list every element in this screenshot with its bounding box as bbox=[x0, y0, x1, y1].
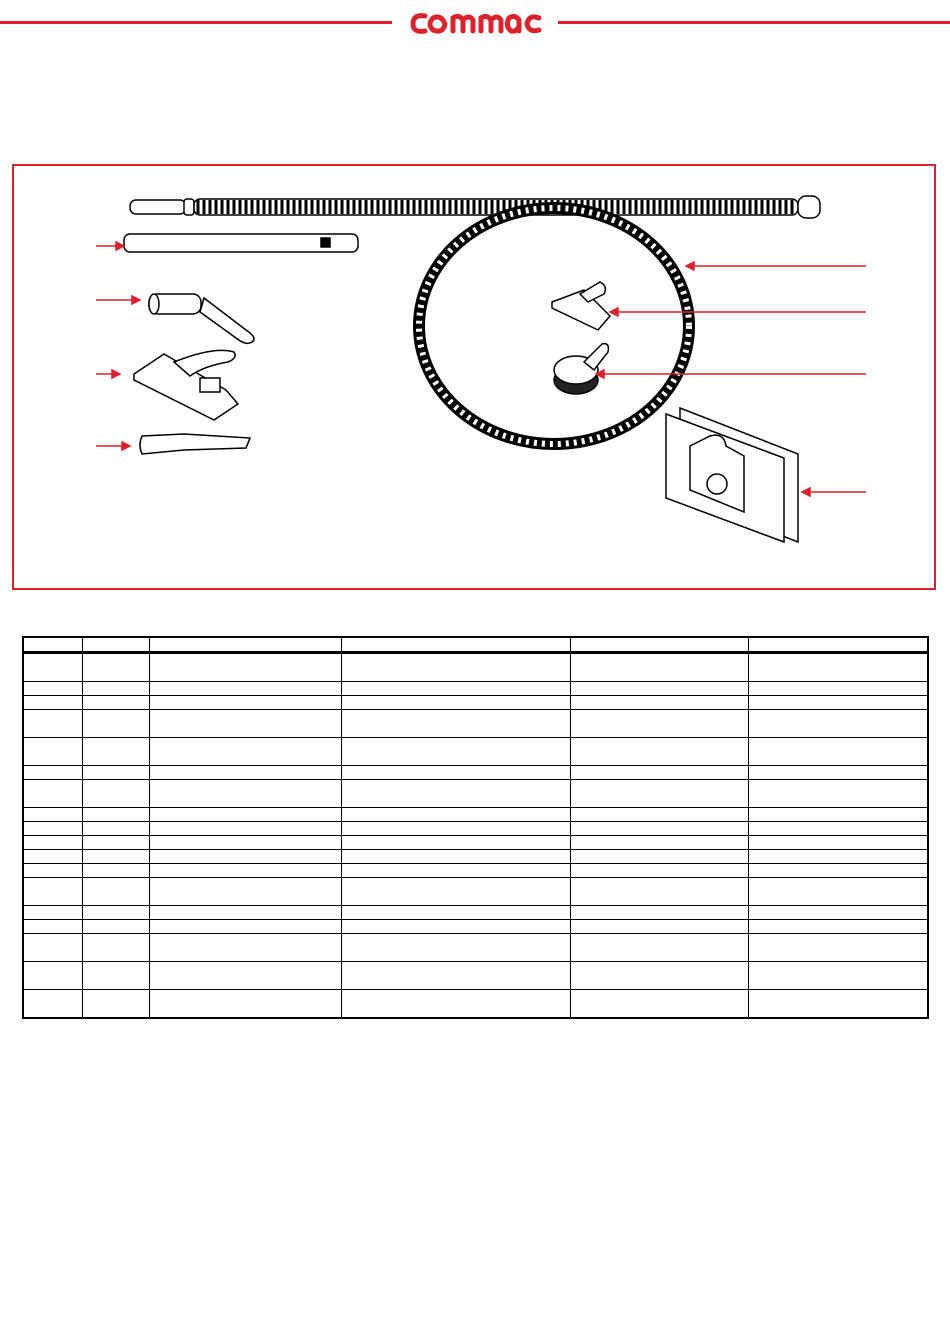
table-cell bbox=[23, 850, 82, 864]
curved-wand bbox=[149, 294, 254, 343]
table-cell bbox=[341, 906, 570, 920]
table-header-cell bbox=[149, 637, 341, 653]
table-cell bbox=[23, 682, 82, 696]
table-cell bbox=[23, 822, 82, 836]
table-cell bbox=[23, 878, 82, 906]
table-cell bbox=[570, 766, 748, 780]
table-cell bbox=[82, 808, 149, 822]
table-cell bbox=[149, 878, 341, 906]
crevice-tool bbox=[140, 434, 250, 454]
table-cell bbox=[82, 962, 149, 990]
table-cell bbox=[570, 653, 748, 682]
table-cell bbox=[82, 738, 149, 766]
table-cell bbox=[570, 920, 748, 934]
table-row bbox=[23, 962, 928, 990]
table-row bbox=[23, 710, 928, 738]
table-cell bbox=[748, 822, 928, 836]
table-cell bbox=[23, 710, 82, 738]
table-cell bbox=[149, 653, 341, 682]
table-row bbox=[23, 878, 928, 906]
table-cell bbox=[82, 878, 149, 906]
table-cell bbox=[149, 864, 341, 878]
table-header-cell bbox=[341, 637, 570, 653]
table-cell bbox=[341, 878, 570, 906]
table-cell bbox=[149, 738, 341, 766]
table-cell bbox=[23, 766, 82, 780]
table-cell bbox=[149, 934, 341, 962]
table-cell bbox=[23, 836, 82, 850]
table-cell bbox=[570, 990, 748, 1019]
table-cell bbox=[82, 836, 149, 850]
table-cell bbox=[341, 780, 570, 808]
table-cell bbox=[748, 696, 928, 710]
table-header-cell bbox=[82, 637, 149, 653]
table-row bbox=[23, 864, 928, 878]
table-cell bbox=[570, 822, 748, 836]
table-cell bbox=[341, 696, 570, 710]
table-header-row bbox=[23, 637, 928, 653]
table-cell bbox=[341, 962, 570, 990]
table-cell bbox=[149, 710, 341, 738]
table-cell bbox=[149, 682, 341, 696]
table-row bbox=[23, 822, 928, 836]
table-row bbox=[23, 653, 928, 682]
table-cell bbox=[23, 920, 82, 934]
table-cell bbox=[23, 906, 82, 920]
table-cell bbox=[748, 906, 928, 920]
table-cell bbox=[748, 780, 928, 808]
table-cell bbox=[82, 766, 149, 780]
table-cell bbox=[570, 738, 748, 766]
table-cell bbox=[149, 836, 341, 850]
table-cell bbox=[570, 836, 748, 850]
table-row bbox=[23, 836, 928, 850]
table-cell bbox=[570, 878, 748, 906]
table-cell bbox=[341, 864, 570, 878]
table-cell bbox=[23, 653, 82, 682]
header-line-left bbox=[0, 21, 392, 24]
table-cell bbox=[82, 864, 149, 878]
table-cell bbox=[149, 906, 341, 920]
table-cell bbox=[82, 682, 149, 696]
round-brush bbox=[554, 344, 608, 394]
header-line-right bbox=[558, 21, 950, 24]
table-cell bbox=[748, 836, 928, 850]
table-row bbox=[23, 934, 928, 962]
table-cell bbox=[748, 934, 928, 962]
table-cell bbox=[82, 920, 149, 934]
table-cell bbox=[341, 836, 570, 850]
table-cell bbox=[149, 696, 341, 710]
table-cell bbox=[570, 864, 748, 878]
parts-table bbox=[22, 636, 929, 1019]
table-cell bbox=[82, 653, 149, 682]
table-row bbox=[23, 696, 928, 710]
table-cell bbox=[748, 878, 928, 906]
table-cell bbox=[149, 850, 341, 864]
table-cell bbox=[82, 822, 149, 836]
table-cell bbox=[748, 962, 928, 990]
table-cell bbox=[341, 822, 570, 836]
table-cell bbox=[149, 962, 341, 990]
comac-logo bbox=[405, 4, 547, 42]
table-cell bbox=[341, 682, 570, 696]
table-cell bbox=[570, 682, 748, 696]
table-cell bbox=[748, 766, 928, 780]
table-cell bbox=[23, 934, 82, 962]
table-cell bbox=[82, 696, 149, 710]
table-cell bbox=[341, 710, 570, 738]
table-cell bbox=[149, 990, 341, 1019]
accessories-illustration bbox=[14, 166, 938, 592]
table-cell bbox=[149, 920, 341, 934]
table-cell bbox=[570, 780, 748, 808]
table-row bbox=[23, 780, 928, 808]
table-cell bbox=[748, 710, 928, 738]
table-header-cell bbox=[748, 637, 928, 653]
extension-tube bbox=[124, 234, 358, 252]
filter-bags bbox=[666, 408, 798, 542]
table-cell bbox=[748, 738, 928, 766]
table-cell bbox=[570, 710, 748, 738]
table-cell bbox=[341, 738, 570, 766]
table-cell bbox=[341, 934, 570, 962]
table-cell bbox=[748, 850, 928, 864]
table-header-cell bbox=[23, 637, 82, 653]
table-cell bbox=[149, 780, 341, 808]
accessories-figure bbox=[12, 164, 936, 590]
table-cell bbox=[82, 710, 149, 738]
table-cell bbox=[149, 808, 341, 822]
table-row bbox=[23, 990, 928, 1019]
table-cell bbox=[748, 990, 928, 1019]
table-row bbox=[23, 738, 928, 766]
upholstery-nozzle bbox=[552, 282, 610, 330]
table-cell bbox=[570, 850, 748, 864]
table-cell bbox=[341, 766, 570, 780]
table-cell bbox=[23, 738, 82, 766]
table-cell bbox=[341, 990, 570, 1019]
table-cell bbox=[82, 990, 149, 1019]
table-cell bbox=[341, 850, 570, 864]
table-cell bbox=[23, 864, 82, 878]
table-cell bbox=[748, 808, 928, 822]
table-row bbox=[23, 850, 928, 864]
table-cell bbox=[82, 780, 149, 808]
table-header-cell bbox=[570, 637, 748, 653]
table-cell bbox=[341, 808, 570, 822]
table-row bbox=[23, 766, 928, 780]
table-row bbox=[23, 920, 928, 934]
table-cell bbox=[748, 653, 928, 682]
table-cell bbox=[570, 962, 748, 990]
table-cell bbox=[23, 780, 82, 808]
table-row bbox=[23, 808, 928, 822]
table-cell bbox=[23, 962, 82, 990]
table-cell bbox=[570, 696, 748, 710]
table-cell bbox=[570, 934, 748, 962]
table-row bbox=[23, 682, 928, 696]
table-cell bbox=[748, 682, 928, 696]
table-cell bbox=[82, 934, 149, 962]
floor-tool bbox=[134, 350, 238, 420]
table-cell bbox=[341, 653, 570, 682]
table-cell bbox=[570, 906, 748, 920]
table-cell bbox=[23, 808, 82, 822]
table-cell bbox=[149, 822, 341, 836]
table-cell bbox=[149, 766, 341, 780]
hose-coil bbox=[419, 208, 689, 444]
table-row bbox=[23, 906, 928, 920]
table-cell bbox=[748, 864, 928, 878]
table-cell bbox=[570, 808, 748, 822]
table-cell bbox=[748, 920, 928, 934]
table-cell bbox=[82, 850, 149, 864]
table-cell bbox=[82, 906, 149, 920]
table-cell bbox=[23, 990, 82, 1019]
table-cell bbox=[23, 696, 82, 710]
table-cell bbox=[341, 920, 570, 934]
